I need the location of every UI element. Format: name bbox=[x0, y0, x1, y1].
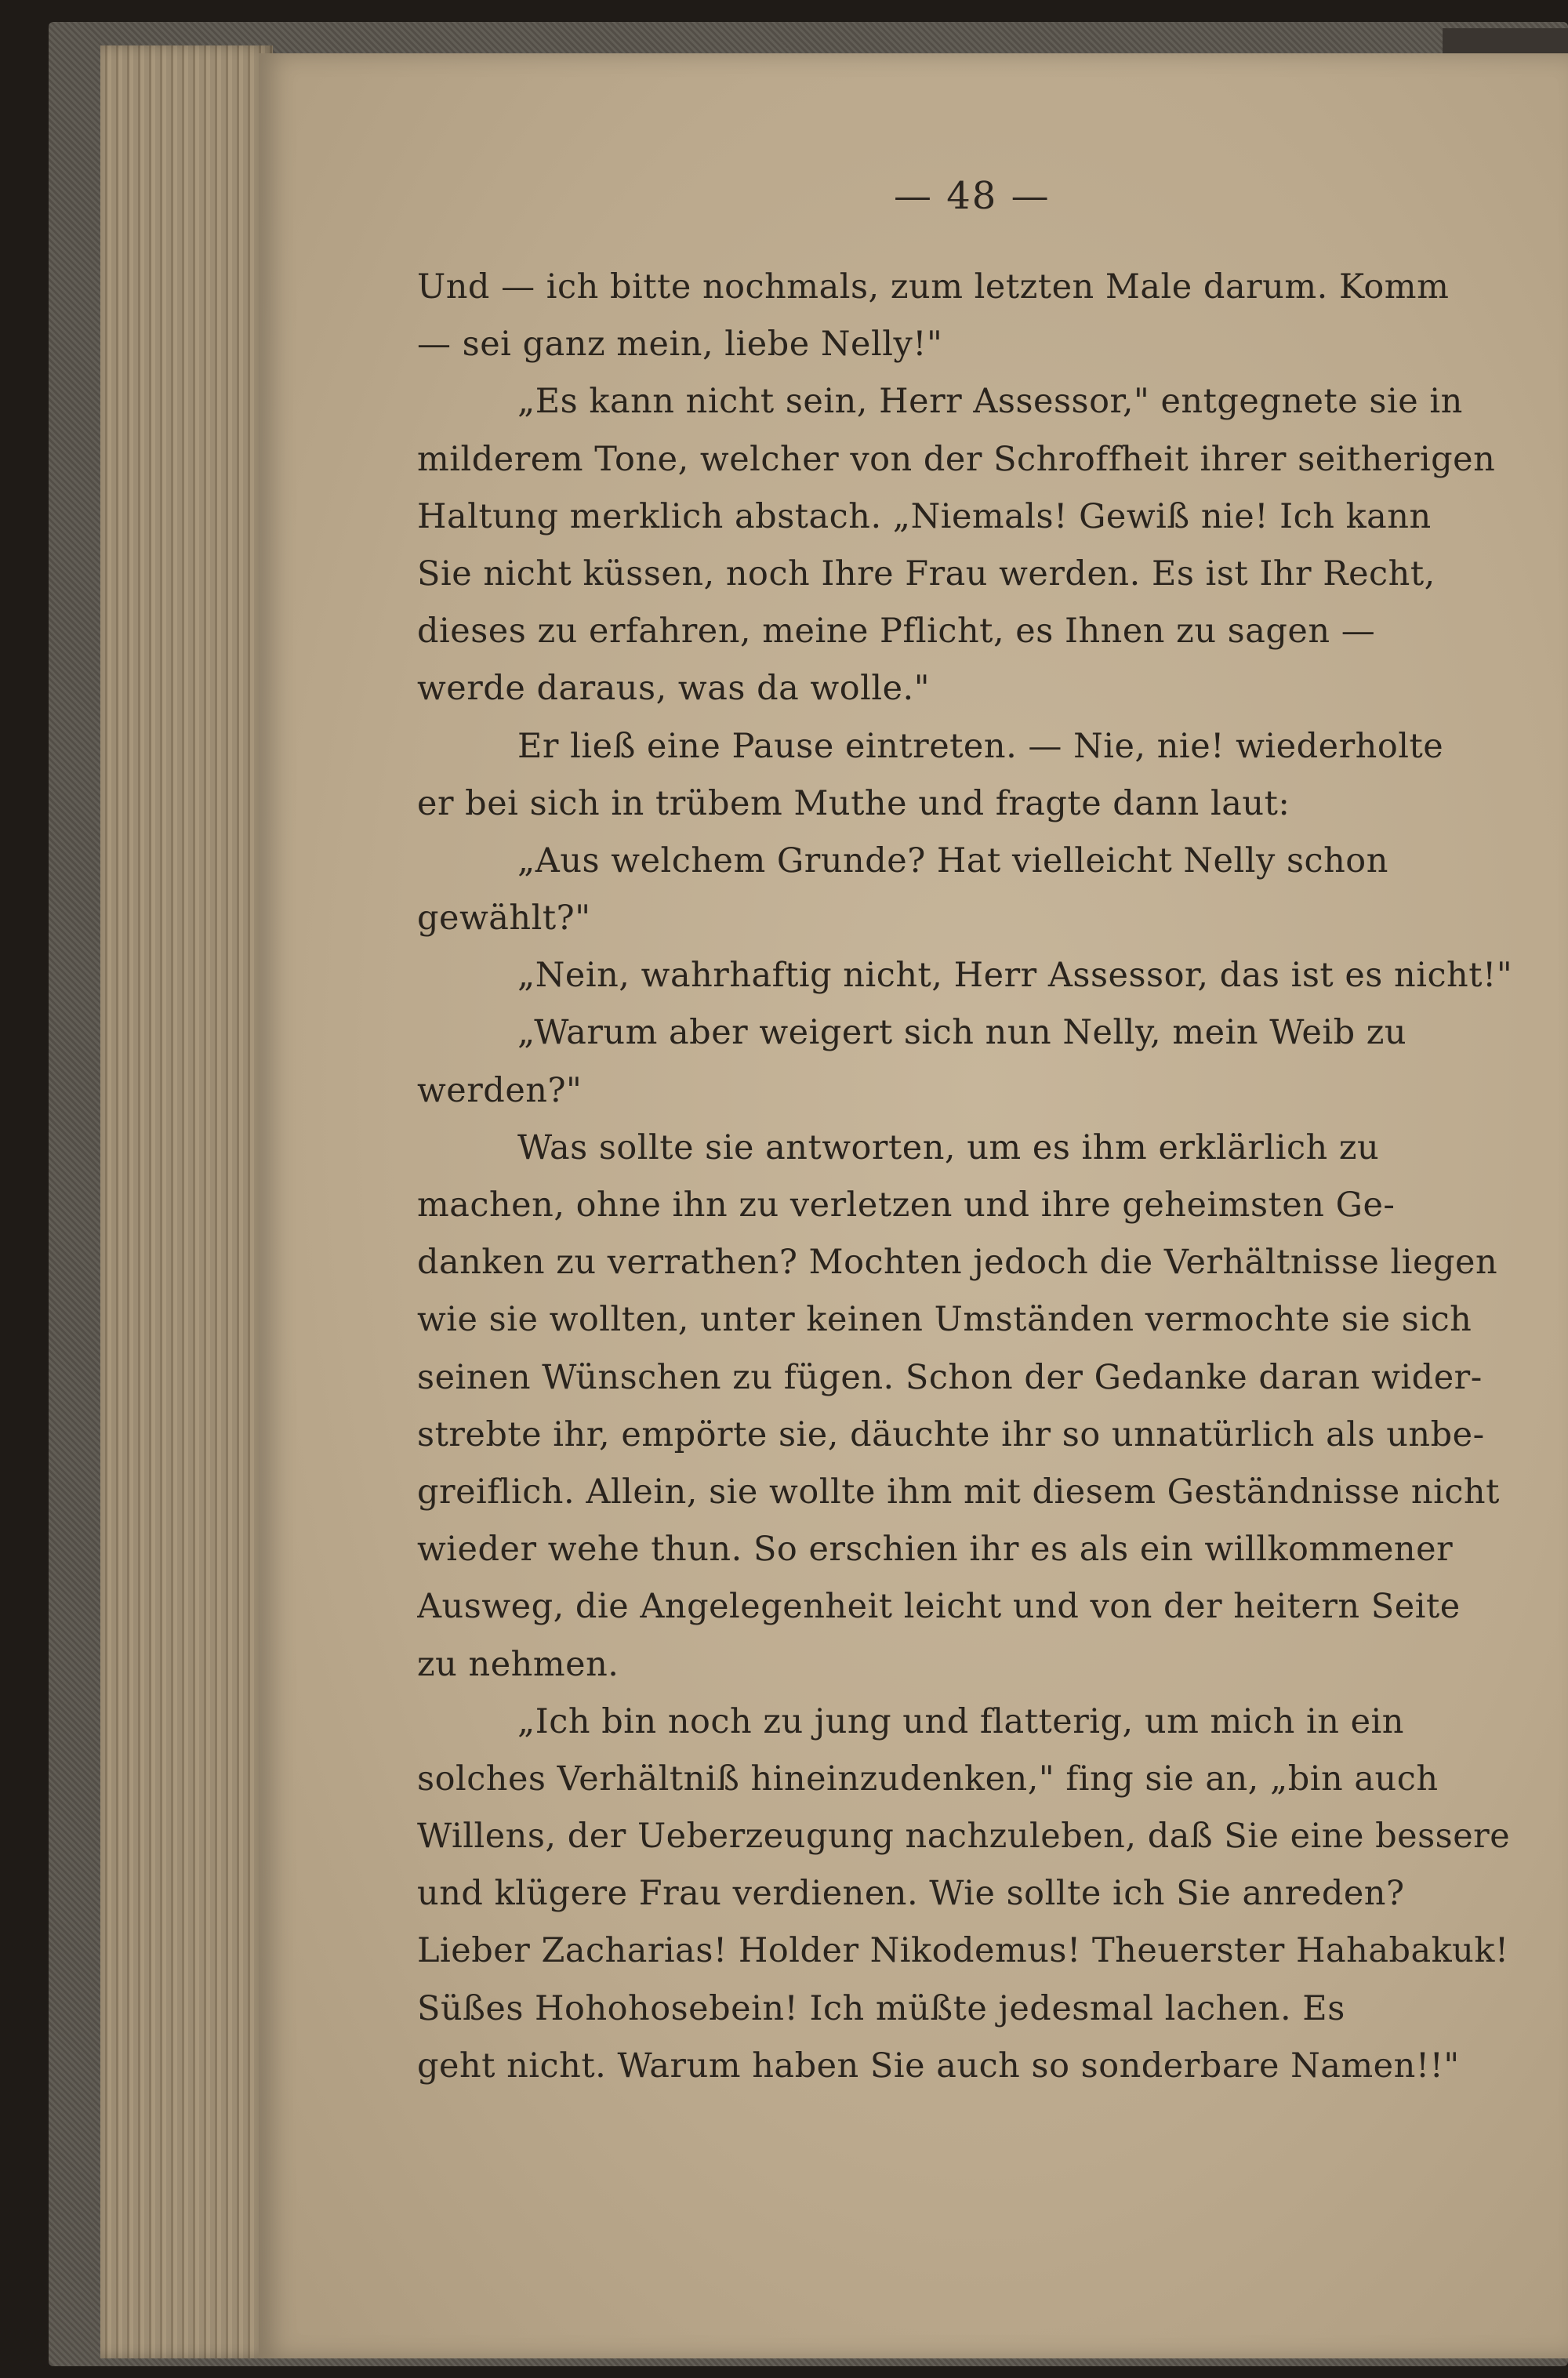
text-line: Lieber Zacharias! Holder Nikodemus! Theuerster Hahabakuk! bbox=[417, 1931, 1509, 1971]
page-edges bbox=[100, 45, 273, 2358]
text-line: Er ließ eine Pause eintreten. — Nie, nie! wiederholte bbox=[517, 726, 1444, 766]
text-line: solches Verhältniß hineinzudenken," fing sie an, „bin auch bbox=[417, 1759, 1439, 1799]
text-line: wie sie wollten, unter keinen Umständen vermochte sie sich bbox=[417, 1300, 1472, 1340]
text-line: seinen Wünschen zu fügen. Schon der Gedanke daran wider- bbox=[417, 1357, 1483, 1397]
text-line: milderem Tone, welcher von der Schroffheit ihrer seitherigen bbox=[417, 439, 1496, 479]
text-line: werde daraus, was da wolle." bbox=[417, 669, 931, 709]
text-line: Ausweg, die Angelegenheit leicht und von der heitern Seite bbox=[417, 1587, 1461, 1627]
text-line: danken zu verrathen? Mochten jedoch die Verhältnisse liegen bbox=[417, 1243, 1498, 1283]
page-text bbox=[417, 259, 1546, 2095]
text-line: wieder wehe thun. So erschien ihr es als ein willkommener bbox=[417, 1530, 1454, 1570]
text-line: „Warum aber weigert sich nun Nelly, mein Weib zu bbox=[517, 1013, 1407, 1053]
text-line: gewählt?" bbox=[417, 899, 591, 938]
text-line: werden?" bbox=[417, 1070, 583, 1110]
text-line: dieses zu erfahren, meine Pflicht, es Ihnen zu sagen — bbox=[417, 612, 1376, 652]
page-number: — 48 — bbox=[894, 174, 1051, 218]
text-line: Und — ich bitte nochmals, zum letzten Male darum. Komm bbox=[417, 267, 1450, 307]
text-line: greiflich. Allein, sie wollte ihm mit diesem Geständnisse nicht bbox=[417, 1472, 1500, 1512]
text-line: „Ich bin noch zu jung und flatterig, um mich in ein bbox=[517, 1701, 1404, 1741]
text-line: und klügere Frau verdienen. Wie sollte ich Sie anreden? bbox=[417, 1874, 1405, 1914]
text-line: strebte ihr, empörte sie, däuchte ihr so unnatürlich als unbe- bbox=[417, 1414, 1485, 1454]
text-line: „Es kann nicht sein, Herr Assessor," entgegnete sie in bbox=[517, 382, 1463, 422]
text-line: — sei ganz mein, liebe Nelly!" bbox=[417, 325, 943, 365]
text-line: „Nein, wahrhaftig nicht, Herr Assessor, das ist es nicht!" bbox=[517, 956, 1513, 996]
text-line: Sie nicht küssen, noch Ihre Frau werden. Es ist Ihr Recht, bbox=[417, 554, 1436, 594]
text-line: Süßes Hohohosebein! Ich müßte jedesmal lachen. Es bbox=[417, 1988, 1345, 2028]
text-line: Haltung merklich abstach. „Niemals! Gewiß nie! Ich kann bbox=[417, 496, 1432, 536]
text-line: geht nicht. Warum haben Sie auch so sonderbare Namen!!" bbox=[417, 2046, 1460, 2086]
text-line: machen, ohne ihn zu verletzen und ihre geheimsten Ge- bbox=[417, 1185, 1396, 1225]
text-line: Was sollte sie antworten, um es ihm erklärlich zu bbox=[517, 1127, 1380, 1167]
text-line: Willens, der Ueberzeugung nachzuleben, daß Sie eine bessere bbox=[417, 1817, 1511, 1857]
text-line: zu nehmen. bbox=[417, 1644, 619, 1684]
text-line: er bei sich in trübem Muthe und fragte dann laut: bbox=[417, 783, 1290, 823]
text-line: „Aus welchem Grunde? Hat vielleicht Nelly schon bbox=[517, 840, 1388, 880]
